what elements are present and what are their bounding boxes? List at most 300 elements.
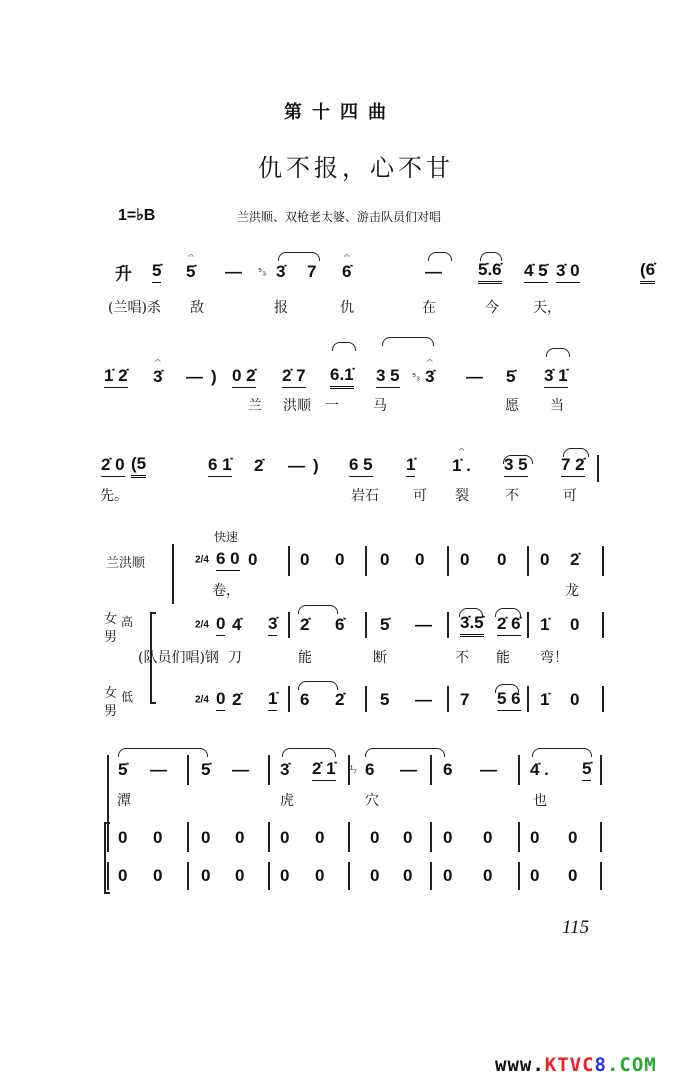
- note-text: 4̇ .: [530, 760, 549, 779]
- lyric: 愿: [505, 398, 519, 414]
- note-text: 0: [235, 866, 245, 885]
- lyric: 兰: [248, 398, 262, 414]
- note-text: 5̇.6̇: [478, 260, 502, 279]
- note-text: 0: [216, 689, 226, 708]
- note: [530, 828, 539, 848]
- note: [101, 455, 125, 477]
- note-text: 1̇: [540, 615, 550, 634]
- note-text: 2̇: [232, 690, 242, 709]
- barline: [602, 612, 604, 638]
- note: [280, 760, 289, 780]
- part-label-high-bottom: 男: [104, 630, 118, 645]
- note: [300, 690, 309, 710]
- note-text: 0: [568, 828, 578, 847]
- note-text: 1̇ 2̇: [104, 366, 128, 385]
- barline: [288, 612, 290, 638]
- note: [406, 455, 415, 477]
- note-text: 3̇: [153, 367, 163, 386]
- note: [211, 367, 217, 387]
- note-text: 0: [483, 828, 493, 847]
- lyric: 卷，: [212, 583, 240, 599]
- slur: [365, 748, 445, 757]
- lyric: 不: [505, 488, 519, 504]
- note-text: 0: [568, 866, 578, 885]
- part-label-low: 低: [121, 690, 134, 704]
- note-text: 0: [403, 866, 413, 885]
- note-text: 3̇: [276, 262, 286, 281]
- note: [582, 759, 591, 781]
- note-text: 5̇: [201, 760, 211, 779]
- slur: [332, 342, 356, 351]
- note-text: 2̇ 7: [282, 366, 306, 385]
- note-text: (6̇: [640, 260, 656, 279]
- note-text: 0: [570, 690, 580, 709]
- lyric: 弯！: [540, 650, 568, 666]
- time-signature: 2/4: [195, 554, 209, 566]
- barline: [268, 822, 270, 852]
- barline: [187, 755, 189, 785]
- note-text: 0: [497, 550, 507, 569]
- barline: [365, 546, 367, 576]
- note: [232, 760, 249, 780]
- note: [186, 251, 196, 282]
- staff-bracket: [150, 612, 156, 704]
- fermata-icon: 𝄐: [458, 445, 465, 456]
- note-text: 0: [235, 828, 245, 847]
- barline: [430, 822, 432, 852]
- tempo-marking: 快速: [214, 530, 239, 544]
- time-signature: 2/4: [195, 694, 209, 706]
- note-text: ¹₇: [350, 764, 357, 776]
- barline: [365, 612, 367, 638]
- barline: [600, 755, 602, 785]
- note: [425, 356, 435, 387]
- note: [380, 615, 389, 635]
- note: [342, 251, 352, 282]
- note-text: 6: [365, 760, 375, 779]
- note-text: 6 5: [349, 455, 373, 474]
- note-text: 6̇: [335, 615, 345, 634]
- note-text: 0: [443, 866, 453, 885]
- note-text: 5̇: [582, 759, 592, 778]
- lyric: 今: [485, 300, 499, 316]
- watermark-part: .COM: [606, 1054, 657, 1076]
- note: [313, 456, 319, 476]
- note-text: 3̇: [268, 614, 278, 633]
- part-label-low-top: 女: [104, 686, 118, 701]
- note-text: 2̇: [570, 550, 580, 569]
- note: [282, 366, 306, 388]
- note: [570, 550, 579, 570]
- slur: [503, 455, 533, 464]
- note: [118, 760, 127, 780]
- note: [483, 828, 492, 848]
- note-text: 0: [483, 866, 493, 885]
- note-text: 2̇: [300, 615, 310, 634]
- grace-note: [258, 267, 266, 278]
- note-text: 5: [380, 690, 390, 709]
- barline: [518, 822, 520, 852]
- note-text: 5 6: [497, 689, 521, 708]
- note: [365, 760, 374, 780]
- note: [330, 365, 354, 389]
- barline: [268, 755, 270, 785]
- note-text: —: [480, 760, 497, 779]
- note-text: 0: [315, 828, 325, 847]
- note: [216, 689, 225, 711]
- lyric: 虎: [280, 793, 294, 809]
- note: [443, 828, 452, 848]
- note: [235, 866, 244, 886]
- note: [335, 690, 344, 710]
- note: [104, 366, 128, 388]
- chapter-heading: 第十四曲: [284, 102, 396, 123]
- key-signature: 1=♭B: [118, 207, 156, 224]
- note-text: 0: [530, 866, 540, 885]
- note: [460, 550, 469, 570]
- note-text: —: [400, 760, 417, 779]
- note: [315, 866, 324, 886]
- watermark-part: www.: [495, 1054, 545, 1076]
- note: [466, 367, 483, 387]
- fermata-icon: 𝄐: [154, 356, 161, 367]
- note-text: 0: [403, 828, 413, 847]
- lyric: 一: [325, 398, 339, 414]
- barline: [602, 546, 604, 576]
- barline: [527, 612, 529, 638]
- barline: [527, 546, 529, 576]
- note-text: 0: [315, 866, 325, 885]
- note: [153, 356, 163, 387]
- note-text: 6: [300, 690, 310, 709]
- note: [201, 760, 210, 780]
- lyric: 能: [298, 650, 312, 666]
- slur: [480, 252, 502, 261]
- barline: [518, 862, 520, 890]
- note: [235, 828, 244, 848]
- note-text: 7 2̇: [561, 455, 585, 474]
- note: [201, 866, 210, 886]
- note: [403, 866, 412, 886]
- lyric: 潭: [117, 793, 131, 809]
- note: [415, 615, 432, 635]
- barline: [600, 862, 602, 890]
- note-text: 6 0: [216, 549, 240, 568]
- note-text: 0: [248, 550, 258, 569]
- barline: [597, 455, 599, 482]
- note: [443, 866, 452, 886]
- note-text: 3̇: [280, 760, 290, 779]
- note-text: 0: [335, 550, 345, 569]
- note: [201, 828, 210, 848]
- note-text: 0: [153, 866, 163, 885]
- note-text: 0: [570, 615, 580, 634]
- note: [524, 261, 548, 283]
- note: [312, 759, 336, 781]
- note-text: ⁵₃: [258, 266, 267, 278]
- song-title: 仇不报，心不甘: [258, 154, 454, 182]
- note: [232, 690, 241, 710]
- part-label-lan: 兰洪顺: [106, 556, 146, 571]
- note-text: —: [150, 760, 167, 779]
- note: [540, 550, 549, 570]
- note: [415, 690, 432, 710]
- watermark-logo: [495, 1054, 657, 1076]
- lyric: 穴: [365, 793, 379, 809]
- note-text: 0: [153, 828, 163, 847]
- note: [131, 454, 146, 478]
- note: [568, 828, 577, 848]
- note-text: —: [225, 262, 242, 281]
- note: [150, 760, 167, 780]
- note: [425, 262, 442, 282]
- slur: [495, 608, 521, 617]
- slur: [118, 748, 208, 757]
- note: [153, 866, 162, 886]
- note-text: 0: [415, 550, 425, 569]
- note: [232, 615, 241, 635]
- lyric: 岩石: [351, 488, 379, 504]
- note-text: 2̇: [254, 456, 264, 475]
- note: [307, 262, 316, 282]
- lyric: 天，: [533, 300, 561, 316]
- slur: [298, 681, 338, 690]
- grace-note: [350, 765, 357, 776]
- note-text: —: [415, 615, 432, 634]
- note: [300, 615, 309, 635]
- lyric: 刀: [228, 650, 242, 666]
- time-signature: 2/4: [195, 619, 209, 631]
- watermark-part: KTVC: [544, 1054, 595, 1076]
- note-text: 4̇: [232, 615, 242, 634]
- note-text: ): [211, 367, 217, 386]
- note-text: 0: [370, 828, 380, 847]
- note: [216, 549, 240, 571]
- note-text: 6 1̇: [208, 455, 232, 474]
- lyric: (队员们唱)钢: [138, 650, 219, 666]
- note-text: 6̇: [342, 262, 352, 281]
- note: [478, 260, 502, 284]
- note-text: 2̇ 0: [101, 455, 125, 474]
- note: [497, 614, 521, 636]
- barline: [447, 686, 449, 712]
- lyric: 敌: [190, 300, 204, 316]
- note-text: 3̇ 0: [556, 261, 580, 280]
- note-text: 3̇ 1̇: [544, 366, 568, 385]
- slur: [459, 608, 483, 617]
- note: [570, 690, 579, 710]
- note: [280, 866, 289, 886]
- note-text: 4̇ 5̇: [524, 261, 548, 280]
- note: [530, 760, 549, 780]
- note: [280, 828, 289, 848]
- barline: [602, 686, 604, 712]
- note: [530, 866, 539, 886]
- note-text: 1̇: [268, 689, 278, 708]
- note-text: —: [186, 367, 203, 386]
- note-text: 0 2̇: [232, 366, 256, 385]
- note-text: ⁵₃: [412, 371, 421, 383]
- note-text: 2̇ 1̇: [312, 759, 336, 778]
- barline: [430, 755, 432, 785]
- note: [540, 690, 549, 710]
- lyric: 马: [373, 398, 387, 414]
- note: [315, 828, 324, 848]
- note: [216, 614, 225, 636]
- note: [186, 367, 203, 387]
- note: [370, 828, 379, 848]
- note: [152, 261, 161, 283]
- note: [443, 760, 452, 780]
- lyric: (兰唱)杀: [108, 300, 161, 316]
- note: [480, 760, 497, 780]
- note: [460, 690, 469, 710]
- note-text: 0: [216, 614, 226, 633]
- barline: [348, 755, 350, 785]
- note: [276, 262, 285, 282]
- note: [376, 366, 400, 388]
- note-text: 0: [530, 828, 540, 847]
- note: [118, 828, 127, 848]
- note: [380, 690, 389, 710]
- note-text: (5: [131, 454, 147, 473]
- note-text: 0: [201, 866, 211, 885]
- slur: [278, 252, 320, 261]
- note: [568, 866, 577, 886]
- note: [544, 366, 568, 388]
- note: [115, 260, 132, 285]
- note: [335, 615, 344, 635]
- lyric: 能: [496, 650, 510, 666]
- staff-bracket: [104, 822, 110, 894]
- note: [415, 550, 424, 570]
- note: [497, 550, 506, 570]
- grace-note: [412, 372, 420, 383]
- barline: [172, 544, 174, 604]
- note-text: 0: [118, 866, 128, 885]
- slur: [563, 448, 589, 457]
- note: [556, 261, 580, 283]
- lyric: 断: [373, 650, 387, 666]
- fermata-icon: 𝄐: [426, 356, 433, 367]
- note: [483, 866, 492, 886]
- note: [370, 866, 379, 886]
- note: [232, 366, 256, 388]
- slur: [495, 684, 519, 693]
- lyric: 可: [413, 488, 427, 504]
- part-label-low-bottom: 男: [104, 704, 118, 719]
- note-text: 0: [443, 828, 453, 847]
- barline: [187, 862, 189, 890]
- note: [300, 550, 309, 570]
- lyric: 报: [274, 300, 288, 316]
- barline: [107, 755, 109, 785]
- note-text: 7: [460, 690, 470, 709]
- barline: [518, 755, 520, 785]
- barline: [430, 862, 432, 890]
- note: [380, 550, 389, 570]
- note-text: —: [425, 262, 442, 281]
- note: [268, 689, 277, 711]
- note-text: 0: [370, 866, 380, 885]
- lyric: 龙: [565, 583, 579, 599]
- note-text: 3 5: [376, 366, 400, 385]
- barline: [288, 686, 290, 712]
- barline: [447, 612, 449, 638]
- slur: [532, 748, 592, 757]
- part-label-high: 高: [121, 615, 134, 629]
- note: [403, 828, 412, 848]
- note-text: 6.1̇: [330, 365, 354, 384]
- note-text: 5̇: [506, 367, 516, 386]
- note: [335, 550, 344, 570]
- page-number: 115: [562, 917, 590, 938]
- note: [349, 455, 373, 477]
- fermata-icon: 𝄐: [187, 251, 194, 262]
- note-text: 0: [460, 550, 470, 569]
- note-text: 7: [307, 262, 317, 281]
- lyric: 先。: [100, 488, 128, 504]
- note: [225, 262, 242, 282]
- barline: [365, 686, 367, 712]
- note-text: 5̇: [118, 760, 128, 779]
- note: [248, 550, 257, 570]
- barline: [288, 546, 290, 576]
- lyric: 不: [455, 650, 469, 666]
- note-text: 0: [380, 550, 390, 569]
- barline: [348, 862, 350, 890]
- note: [640, 260, 655, 284]
- note-text: 3̇: [425, 367, 435, 386]
- note-text: 升: [115, 264, 132, 284]
- note: [254, 456, 263, 476]
- barline: [527, 686, 529, 712]
- note: [540, 615, 549, 635]
- note-text: 0: [201, 828, 211, 847]
- note: [452, 445, 471, 476]
- note-text: ): [313, 456, 319, 475]
- note-text: 5̇: [152, 261, 162, 280]
- fermata-icon: 𝄐: [343, 251, 350, 262]
- note: [288, 456, 305, 476]
- note-text: 0: [540, 550, 550, 569]
- barline: [447, 546, 449, 576]
- note-text: —: [288, 456, 305, 475]
- note-text: —: [415, 690, 432, 709]
- note-text: 1̇: [406, 455, 416, 474]
- note: [561, 455, 585, 477]
- lyric: 也: [533, 793, 547, 809]
- note-text: 0: [118, 828, 128, 847]
- note-text: 2̇: [335, 690, 345, 709]
- note: [118, 866, 127, 886]
- lyric: 洪顺: [283, 398, 311, 414]
- note: [570, 615, 579, 635]
- note-text: 6: [443, 760, 453, 779]
- lyric: 可: [563, 488, 577, 504]
- note-text: 5̇: [186, 262, 196, 281]
- note: [506, 367, 515, 387]
- slur: [428, 252, 452, 261]
- lyric: 裂: [455, 488, 469, 504]
- note-text: 1̇ .: [452, 456, 471, 475]
- lyric: 当: [550, 398, 564, 414]
- note-text: —: [466, 367, 483, 386]
- note-text: 0: [300, 550, 310, 569]
- lyric: 在: [422, 300, 436, 316]
- note-text: 1̇: [540, 690, 550, 709]
- barline: [187, 822, 189, 852]
